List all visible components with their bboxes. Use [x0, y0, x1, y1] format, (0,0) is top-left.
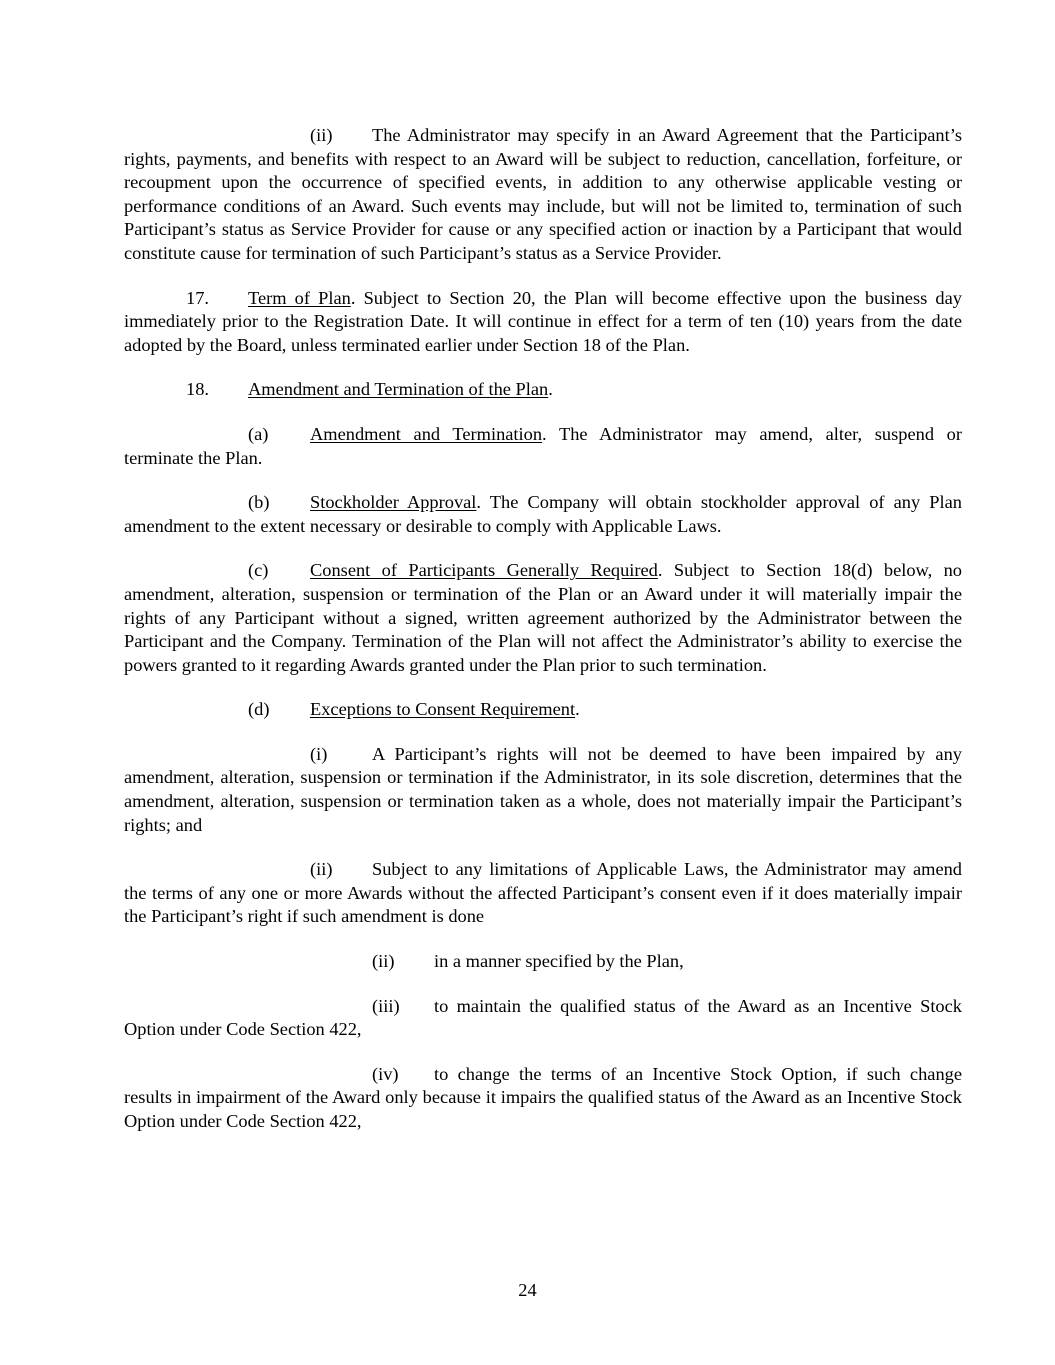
section-18c: [124, 559, 962, 677]
section-text: . The Company will obtain stockholder approval of any Plan amendment to the extent necessary or desirable to comply with Applicable Laws.: [124, 492, 962, 536]
paragraph-number: (ii): [310, 859, 333, 880]
section-heading: Term of Plan: [248, 287, 351, 308]
section-number: 18.: [186, 379, 209, 400]
section-heading: Exceptions to Consent Requirement: [310, 699, 576, 720]
paragraph-text: A Participant’s rights will not be deemed to have been impaired by any amendment, alteration, suspension or termination if the Administrator, in its sole discretion, determines that the amendment, alteration, suspension or termination taken as a whole, does not materially impair the Participant’s rights; and: [124, 743, 962, 835]
section-18: [124, 378, 962, 402]
paragraph-text: The Administrator may specify in an Award Agreement that the Participant’s rights, payments, and benefits with respect to an Award will be subject to reduction, cancellation, forfeiture, or recoupment upon the occurrence of specified events, in addition to any otherwise applicable vesting or performance conditions of an Award. Such events may include, but will not be limited to, termination of such Participant’s status as Service Provider for cause or any specified action or inaction by a Participant that would constitute cause for termination of such Participant’s status as a Service Provider.: [124, 125, 962, 263]
section-number: (b): [248, 492, 270, 513]
section-18d-i: [124, 743, 962, 837]
paragraph-number: (i): [310, 743, 328, 764]
subclause-ii: [124, 950, 962, 974]
section-heading: Consent of Participants Generally Required: [310, 560, 658, 581]
section-18d: [124, 698, 962, 722]
section-heading: Amendment and Termination of the Plan: [248, 379, 549, 400]
section-text: .: [575, 699, 580, 720]
subclause-text: in a manner specified by the Plan,: [434, 951, 684, 972]
section-18d-ii: [124, 858, 962, 929]
subclause-number: (ii): [372, 951, 395, 972]
section-number: 17.: [186, 287, 209, 308]
section-number: (a): [248, 423, 269, 444]
section-17: [124, 287, 962, 358]
section-text: . Subject to Section 20, the Plan will become effective upon the business day immediately prior to the Registration Date. It will continue in effect for a term of ten (10) years from the date adopted by the Board, unless terminated earlier under Section 18 of the Plan.: [124, 287, 962, 355]
section-text: . Subject to Section 18(d) below, no amendment, alteration, suspension or termination of the Plan or an Award under it will materially impair the rights of any Participant without a signed, written agreement authorized by the Administrator between the Participant and the Company. Termination of the Plan will not affect the Administrator’s ability to exercise the powers granted to it regarding Awards granted under the Plan prior to such termination.: [124, 560, 963, 675]
section-number: (c): [248, 560, 269, 581]
subclause-number: (iv): [372, 1063, 399, 1084]
subclause-iv: [124, 1063, 962, 1134]
section-number: (d): [248, 699, 270, 720]
subclause-number: (iii): [372, 995, 400, 1016]
paragraph-number: (ii): [310, 125, 333, 145]
paragraph-text: Subject to any limitations of Applicable Laws, the Administrator may amend the terms of any one or more Awards without the affected Participant’s consent even if it does materially impair the Participant’s right if such amendment is done: [124, 859, 962, 927]
paragraph-ii-clawback: [124, 124, 962, 266]
section-text: . The Administrator may amend, alter, suspend or terminate the Plan.: [124, 423, 962, 468]
section-text: .: [548, 379, 553, 400]
section-18a: [124, 423, 962, 470]
subclause-text: to maintain the qualified status of the Award as an Incentive Stock Option under Code Section 422,: [124, 995, 962, 1040]
section-heading: Stockholder Approval: [310, 492, 477, 513]
document-page: [124, 124, 962, 1155]
section-heading: Amendment and Termination: [310, 423, 543, 444]
section-18b: [124, 491, 962, 538]
subclause-text: to change the terms of an Incentive Stock Option, if such change results in impairment of the Award only because it impairs the qualified status of the Award as an Incentive Stock Option under Code Section 422,: [124, 1063, 962, 1131]
page-number: 24: [518, 1280, 537, 1300]
subclause-iii: [124, 995, 962, 1042]
